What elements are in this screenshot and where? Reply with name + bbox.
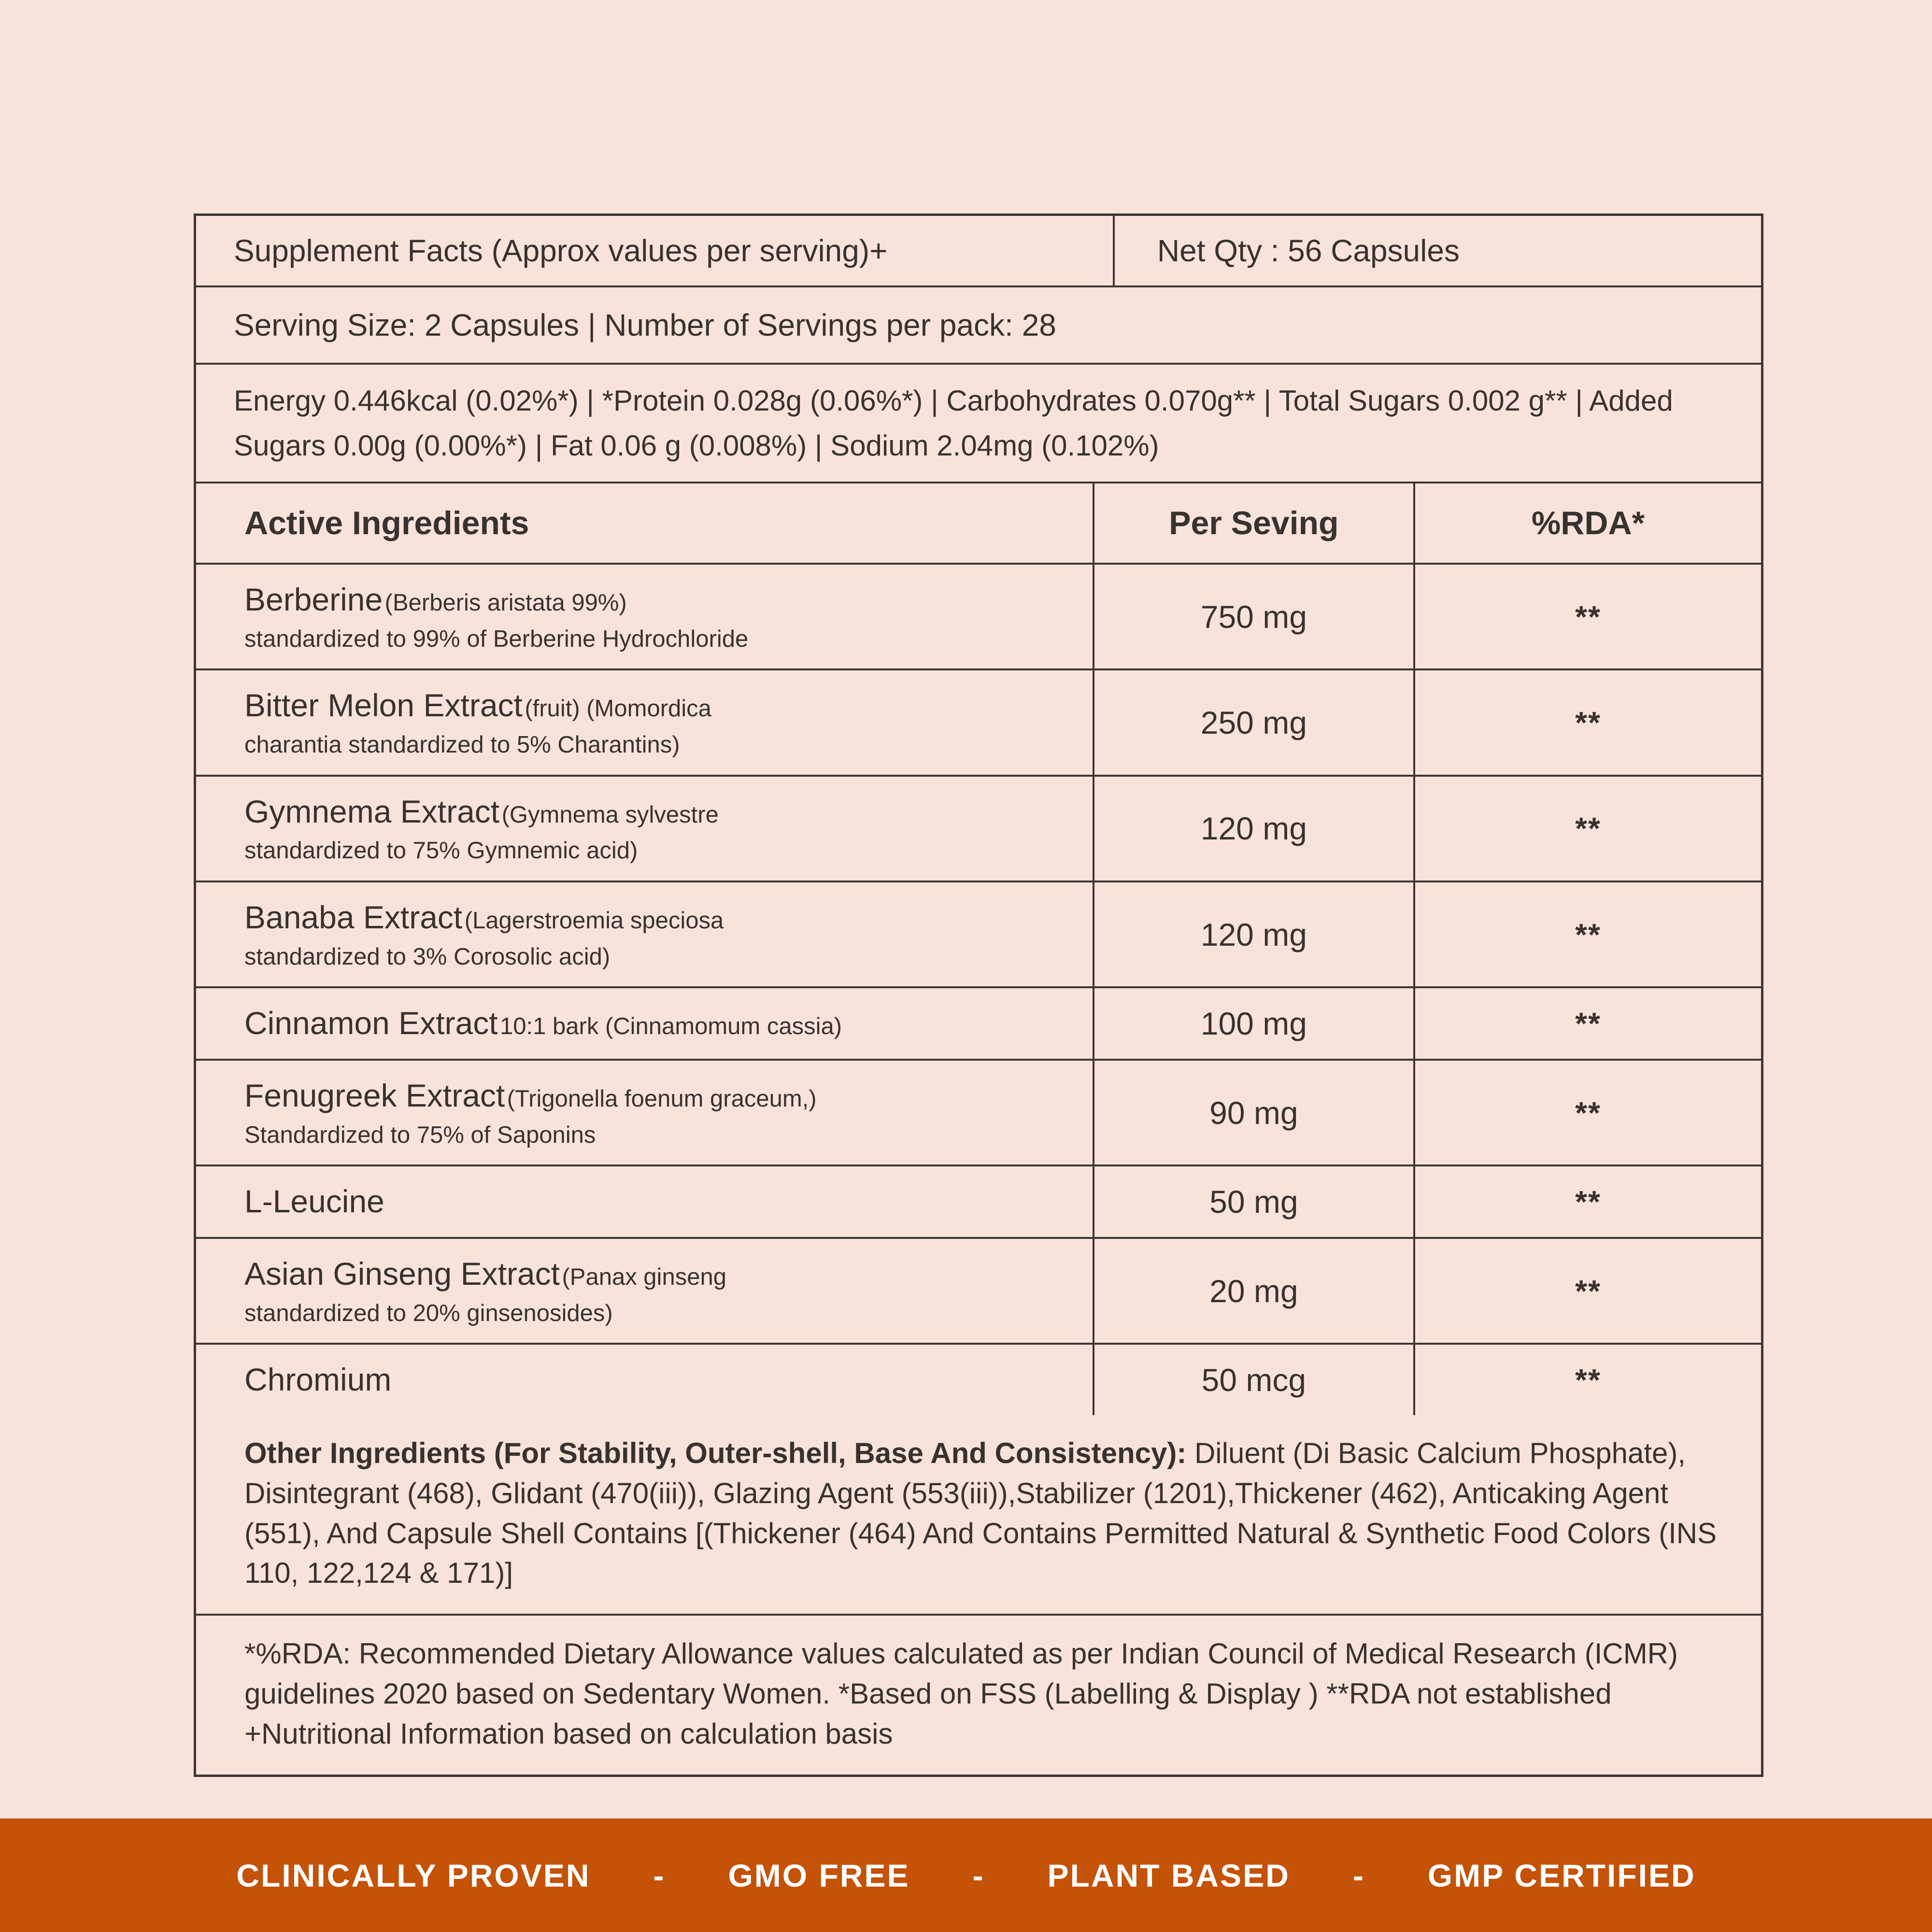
ingredient-detail-line2: standardized to 3% Corosolic acid): [244, 943, 611, 970]
footer-separator: -: [972, 1857, 985, 1893]
ingredient-amount: 250 mg: [1094, 670, 1415, 774]
ingredient-amount: 100 mg: [1094, 988, 1415, 1059]
ingredient-rda: **: [1575, 811, 1601, 846]
ingredient-rda: **: [1575, 1273, 1601, 1308]
table-row: [196, 670, 1761, 776]
table-row: [196, 1345, 1761, 1415]
table-row: [196, 565, 1761, 670]
ingredient-name: Gymnema Extract: [244, 793, 500, 829]
other-ingredients-lead: Other Ingredients (For Stability, Outer-shell, Base And Consistency):: [244, 1436, 1187, 1469]
ingredient-rda: **: [1575, 705, 1601, 740]
table-row: [196, 1061, 1761, 1166]
claims-footer-bar: [0, 1818, 1932, 1932]
ingredient-name: Cinnamon Extract: [244, 1005, 498, 1041]
table-row: [196, 1166, 1761, 1239]
ingredient-amount: 50 mcg: [1094, 1345, 1415, 1415]
footer-claim: PLANT BASED: [1047, 1857, 1290, 1893]
ingredient-rda: **: [1575, 599, 1601, 634]
ingredient-rda: **: [1575, 1363, 1601, 1398]
supplement-facts-table: [194, 213, 1763, 1777]
ingredient-name: Bitter Melon Extract: [244, 687, 523, 724]
supplement-facts-title: Supplement Facts (Approx values per serving)+: [196, 216, 1115, 285]
ingredient-name: Banaba Extract: [244, 899, 463, 935]
ingredient-amount: 750 mg: [1094, 565, 1415, 668]
ingredient-name: L-Leucine: [244, 1183, 384, 1220]
ingredient-rda: **: [1575, 1184, 1601, 1220]
footer-separator: -: [653, 1857, 666, 1893]
rda-footnote-text: *%RDA: Recommended Dietary Allowance values calculated as per Indian Council of Medical Research (ICMR) guidelines 2020 based on Sedentary Women. *Based on FSS (Labelling & Display ) **RDA not established +Nutritional Information based on calculation basis: [244, 1637, 1678, 1750]
footer-claim: CLINICALLY PROVEN: [236, 1857, 591, 1893]
other-ingredients-rest: Diluent (Di Basic Calcium Phosphate), Disintegrant (468), Glidant (470(iii)), Glazing Agent (553(iii)),Stabilizer (1201),Thickener (462), Anticaking Agent (551), And Capsule Shell Contains [(Thickener (464) And Contains Permitted Natural & Synthetic Food Colors (INS 110, 122,124 & 171)]: [244, 1436, 1717, 1590]
ingredient-amount: 120 mg: [1094, 882, 1415, 986]
ingredient-detail: (Trigonella foenum graceum,): [507, 1085, 817, 1112]
ingredient-detail: (Berberis aristata 99%): [384, 590, 627, 616]
ingredient-name: Berberine: [244, 582, 383, 617]
ingredient-rda: **: [1575, 917, 1601, 952]
table-row: [196, 1239, 1761, 1345]
ingredient-detail: 10:1 bark (Cinnamomum cassia): [500, 1013, 842, 1040]
ingredient-detail: (Panax ginseng: [562, 1264, 726, 1290]
other-ingredients-text: [196, 1415, 1761, 1614]
table-row: [196, 882, 1761, 988]
serving-size-text: Serving Size: 2 Capsules | Number of Servings per pack: 28: [234, 308, 1056, 342]
ingredient-name: Chromium: [244, 1362, 392, 1398]
ingredient-name: Fenugreek Extract: [244, 1077, 505, 1113]
table-row: [196, 988, 1761, 1061]
column-header-per-serving: Per Seving: [1094, 483, 1415, 563]
table-row-serving: [196, 287, 1761, 365]
table-column-headers: [196, 483, 1761, 565]
ingredient-amount: 90 mg: [1094, 1061, 1415, 1165]
footer-separator: -: [1352, 1857, 1365, 1893]
ingredient-detail: (Lagerstroemia speciosa: [464, 907, 724, 934]
ingredient-rda: **: [1575, 1095, 1601, 1130]
table-row-title: [196, 216, 1761, 287]
ingredient-detail-line2: charantia standardized to 5% Charantins): [244, 732, 680, 758]
column-header-rda: %RDA*: [1531, 505, 1645, 541]
ingredient-detail-line2: standardized to 20% ginsenosides): [244, 1300, 613, 1326]
ingredient-rows: [196, 565, 1761, 1415]
table-row-other-ingredients: [196, 1415, 1761, 1616]
ingredient-name: Asian Ginseng Extract: [244, 1255, 560, 1292]
table-row-footnote: [196, 1616, 1761, 1774]
table-row: [196, 777, 1761, 882]
ingredient-detail-line2: Standardized to 75% of Saponins: [244, 1122, 596, 1148]
footer-claim: GMO FREE: [728, 1857, 910, 1893]
column-header-active-ingredients: Active Ingredients: [196, 483, 1094, 563]
ingredient-amount: 50 mg: [1094, 1166, 1415, 1237]
net-qty: Net Qty : 56 Capsules: [1157, 233, 1460, 268]
ingredient-detail-line2: standardized to 75% Gymnemic acid): [244, 838, 638, 864]
ingredient-detail: (fruit) (Momordica: [525, 696, 711, 722]
nutrition-values-text: Energy 0.446kcal (0.02%*) | *Protein 0.028g (0.06%*) | Carbohydrates 0.070g** | Total Sugars 0.002 g** | Added Sugars 0.00g (0.00%*) | Fat 0.06 g (0.008%) | Sodium 2.04mg (0.102%): [234, 384, 1673, 462]
footer-claim: GMP CERTIFIED: [1427, 1857, 1696, 1893]
ingredient-amount: 120 mg: [1094, 777, 1415, 881]
ingredient-rda: **: [1575, 1006, 1601, 1041]
ingredient-detail: (Gymnema sylvestre: [501, 801, 719, 828]
table-row-nutrition: [196, 365, 1761, 483]
ingredient-amount: 20 mg: [1094, 1239, 1415, 1343]
ingredient-detail-line2: standardized to 99% of Berberine Hydrochloride: [244, 625, 749, 652]
